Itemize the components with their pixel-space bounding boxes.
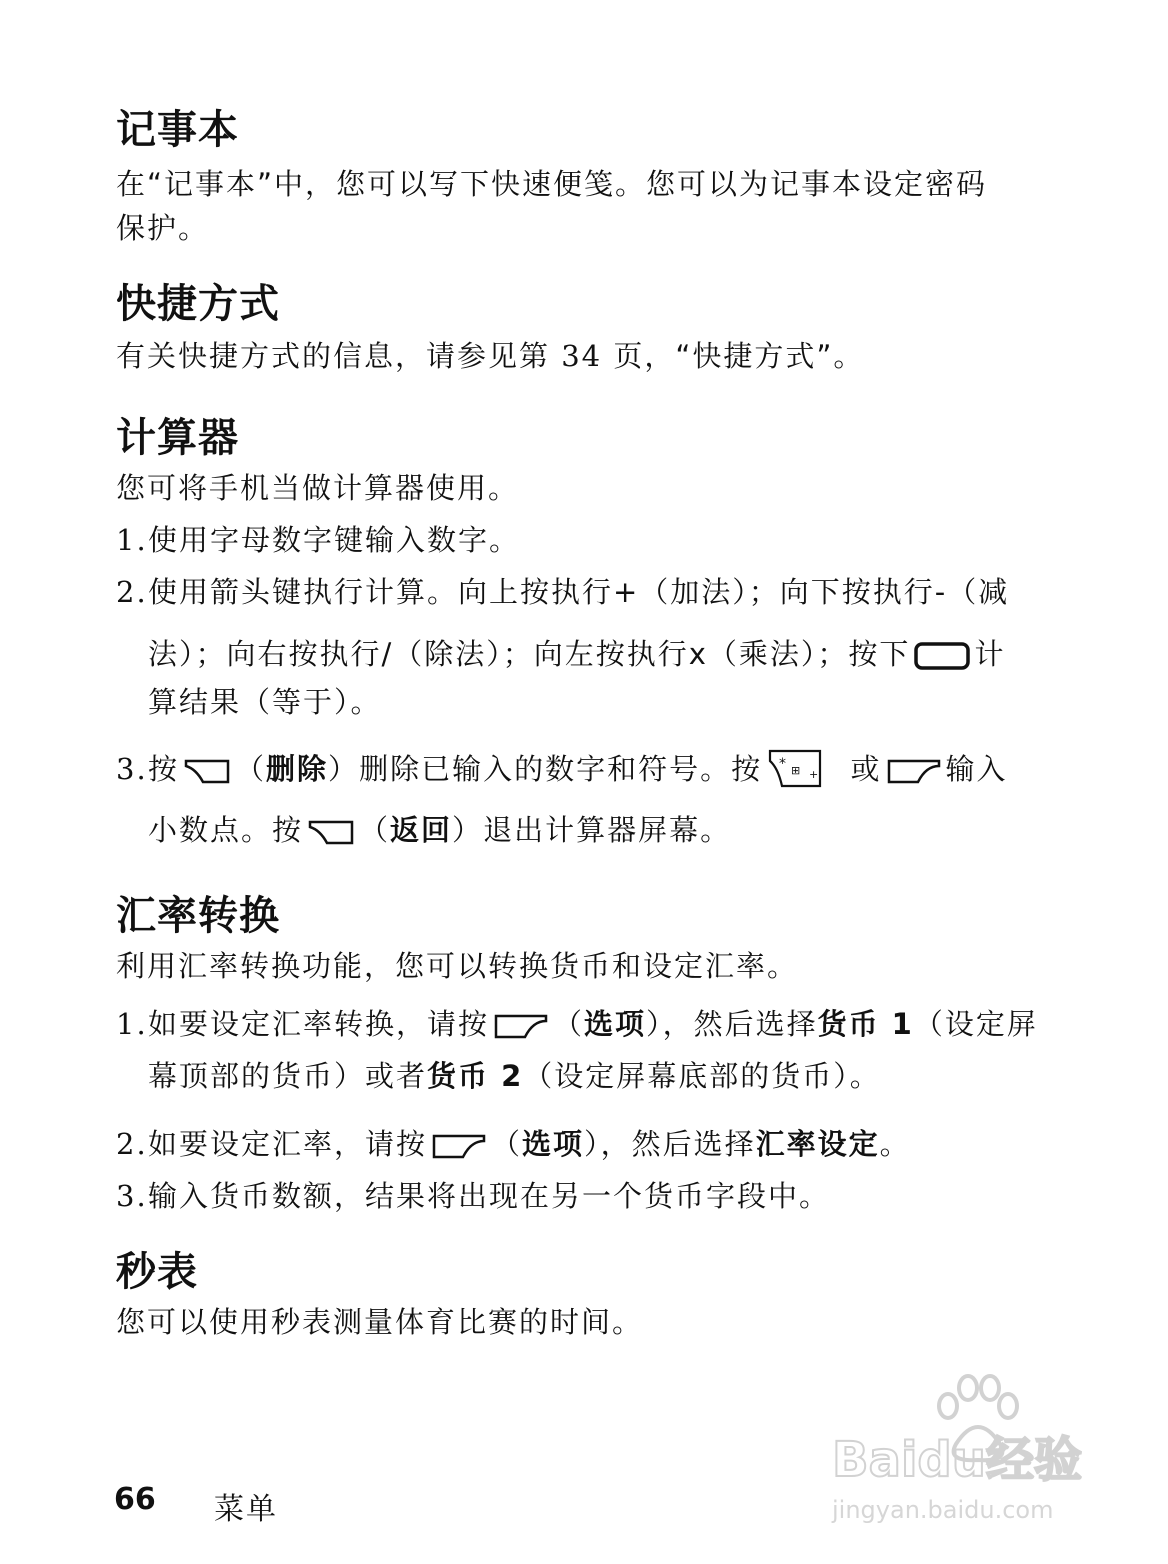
currency-step-3 — [116, 1178, 830, 1214]
currency-heading: 汇率转换 — [116, 893, 280, 939]
step-number: 1. — [116, 523, 148, 557]
watermark-url: jingyan.baidu.com — [832, 1496, 1054, 1524]
calculator-step-1 — [116, 522, 520, 558]
step-number: 2. — [116, 1127, 148, 1161]
calculator-step-2 — [116, 574, 1009, 610]
svg-text:*: * — [779, 756, 789, 772]
currency2-label: 货币 2 — [427, 1059, 524, 1093]
step-text: （设定屏幕底部的货币）。 — [523, 1059, 881, 1093]
delete-label: 删除 — [266, 752, 329, 786]
step-text: ，然后选择 — [662, 1007, 818, 1041]
baidu-paw-logo-icon — [828, 1358, 1098, 1538]
options-label: 选项 — [584, 1007, 647, 1041]
shortcuts-body-pre: 有关快捷方式的信息，请参见第 — [116, 339, 551, 373]
step-text: （设定屏 — [913, 1007, 1038, 1041]
step-text: 按 — [148, 752, 180, 786]
notepad-body-line2: 保护。 — [116, 211, 210, 245]
step-text: 幕顶部的货币）或者 — [148, 1059, 428, 1093]
currency1-label: 货币 1 — [817, 1007, 914, 1041]
calculator-step-3-line2: 小数点。按 （返回）退出计算器屏幕。 — [148, 813, 732, 847]
right-soft-key-icon — [307, 817, 355, 847]
calculator-step-2-line2 — [148, 636, 1005, 672]
right-soft-key-icon — [183, 756, 231, 786]
left-soft-key-icon — [431, 1131, 487, 1161]
shortcuts-body — [116, 338, 864, 374]
calculator-heading: 计算器 — [116, 415, 239, 461]
currency-step-1-line2 — [148, 1058, 881, 1094]
baidu-watermark — [828, 1358, 1098, 1538]
step-number: 2. — [116, 575, 148, 609]
step-number: 3. — [116, 752, 148, 786]
step-text: 如要设定汇率，请按 — [148, 1127, 428, 1161]
step-text: 使用字母数字键输入数字。 — [148, 523, 521, 557]
star-key-icon — [766, 748, 824, 794]
left-soft-key-icon — [493, 1011, 549, 1041]
shortcuts-heading: 快捷方式 — [116, 281, 280, 327]
options-label: 选项 — [522, 1127, 585, 1161]
step-text: 。 — [879, 1127, 911, 1161]
step-text: 如要设定汇率转换，请按 — [148, 1007, 490, 1041]
step-text: 退出计算器屏幕。 — [483, 813, 732, 847]
stopwatch-body: 您可以使用秒表测量体育比赛的时间。 — [116, 1305, 644, 1339]
step-number: 3. — [116, 1179, 148, 1213]
left-soft-key-icon — [886, 756, 942, 786]
shortcuts-page-ref: 34 — [561, 339, 603, 373]
step-text: 计 — [974, 637, 1006, 671]
currency-intro: 利用汇率转换功能，您可以转换货币和设定汇率。 — [116, 949, 799, 983]
footer-section: 菜单 — [214, 1492, 278, 1527]
svg-text:⊞: ⊞ — [791, 764, 803, 777]
shortcuts-body-post: 页，“快捷方式”。 — [613, 339, 865, 373]
calculator-step-2-line3: 算结果（等于）。 — [148, 685, 382, 719]
watermark-brand: Baidu经验 — [832, 1432, 1082, 1488]
step-number: 1. — [116, 1007, 148, 1041]
page-number: 66 — [114, 1482, 156, 1517]
step-text: 使用箭头键执行计算。向上按执行+（加法）；向下按执行-（减 — [148, 575, 1010, 609]
notepad-body-line1: 在“记事本”中，您可以写下快速便笺。您可以为记事本设定密码 — [116, 167, 988, 201]
currency-step-2: 2.如要设定汇率，请按 （选项），然后选择汇率设定。 — [116, 1127, 911, 1161]
svg-text:+: + — [809, 768, 821, 781]
step-text: 输入 — [945, 752, 1008, 786]
step-text: 小数点。按 — [148, 813, 304, 847]
center-select-key-icon — [914, 641, 970, 671]
calculator-step-3: 3.按 （删除）删除已输入的数字和符号。按 * ⊞ + 或 输入 — [116, 748, 1008, 794]
rate-setting-label: 汇率设定 — [755, 1127, 880, 1161]
step-text: 或 — [850, 752, 882, 786]
back-label: 返回 — [390, 813, 453, 847]
notepad-heading: 记事本 — [116, 107, 239, 153]
calculator-intro: 您可将手机当做计算器使用。 — [116, 471, 520, 505]
step-text: ，然后选择 — [600, 1127, 756, 1161]
stopwatch-heading: 秒表 — [116, 1249, 198, 1295]
step-text: 输入货币数额，结果将出现在另一个货币字段中。 — [148, 1179, 831, 1213]
step-text: 法）；向右按执行/（除法）；向左按执行x（乘法）；按下 — [148, 637, 911, 671]
currency-step-1: 1.如要设定汇率转换，请按 （选项），然后选择货币 1（设定屏 — [116, 1007, 1038, 1041]
step-text: 删除已输入的数字和符号。按 — [359, 752, 763, 786]
